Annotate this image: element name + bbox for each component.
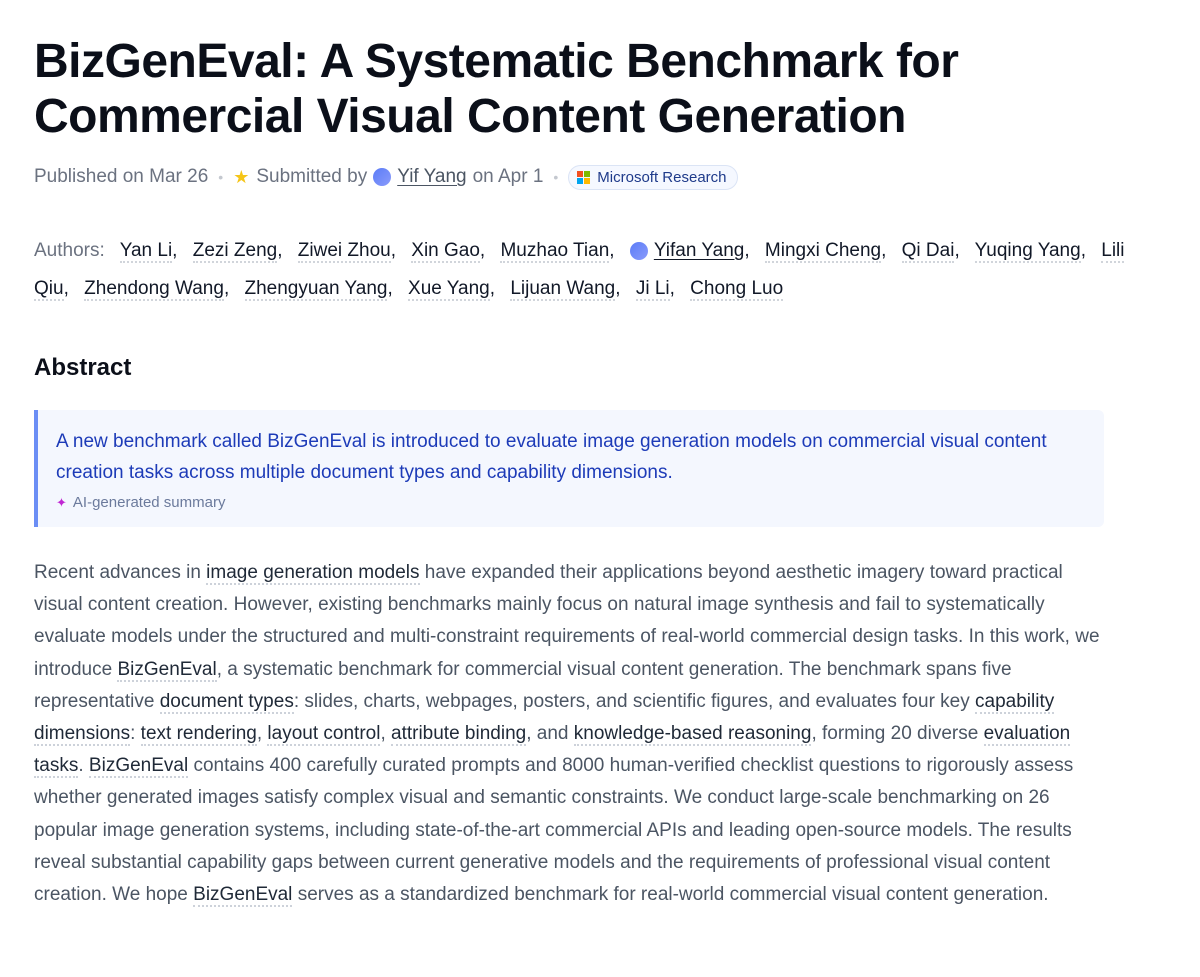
ai-summary-label: AI-generated summary [72, 494, 226, 511]
paper-meta [34, 162, 1154, 192]
author-link[interactable]: Zhendong Wang [84, 278, 224, 299]
abstract-segment: : slides, charts, webpages, posters, and scientific figures, and evaluates four key [293, 690, 976, 712]
page-title: BizGenEval: A Systematic Benchmark for Commercial Visual Content Generation [34, 35, 959, 143]
abstract-segment: have expanded their applications beyond aesthetic imagery toward practical visual content creation. However, existing benchmarks mainly focus on natural image synthesis and fail to systematically evaluate models under the structured and multi-constraint requirements of real-world commercial design tasks. In this work, we introduce [34, 562, 1100, 680]
abstract-term-link[interactable]: capability dimensions [34, 690, 1055, 745]
author-link[interactable]: Yan Li [119, 240, 173, 261]
sparkle-icon: ✦ [56, 494, 67, 510]
author-link[interactable]: Zezi Zeng [192, 240, 278, 261]
abstract-term-link[interactable]: text rendering [140, 723, 257, 745]
author-link[interactable]: Xin Gao [411, 240, 480, 261]
author-link[interactable]: Lili Qiu [34, 240, 1125, 299]
ai-summary-box [34, 410, 1104, 527]
abstract-segment: , forming 20 diverse [811, 723, 984, 745]
dot-separator: • [218, 169, 224, 185]
submitter-link[interactable]: Yif Yang [397, 166, 467, 187]
abstract-segment: Recent advances in [34, 562, 207, 583]
abstract-text [34, 557, 1114, 911]
author-link[interactable]: Ziwei Zhou [297, 240, 391, 261]
abstract-term-link[interactable]: knowledge-based reasoning [573, 723, 812, 745]
author-link[interactable]: Chong Luo [690, 278, 784, 299]
abstract-segment: , [256, 723, 268, 745]
abstract-term-link[interactable]: attribute binding [391, 723, 527, 745]
submitted-by-label: Submitted by [256, 166, 368, 187]
organization-name: Microsoft Research [597, 168, 727, 186]
abstract-term-link[interactable]: document types [159, 690, 294, 712]
abstract-term-link[interactable]: evaluation tasks [34, 723, 1071, 777]
abstract-segment: contains 400 carefully curated prompts and 8000 human-verified checklist questions to rigorously assess whether generated images satisfy complex visual and semantic constraints. We conduct large-scale benchmarking on 26 popular image generation systems, including state-of-the-art commercial APIs and leading open-source models. The results reveal substantial capability gaps between current generative models and the requirements of professional visual content creation. We hope [34, 755, 1074, 906]
authors-list: Authors: Yan Li, Zezi Zeng, Ziwei Zhou, Xin Gao, Muzhao Tian, Yifan Yang, Mingxi Cheng, Qi Dai, Yuqing Yang, Lili Qiu, Zhendong Wang, Zhengyuan Yang, Xue Yang, Lijuan Wang, Ji Li, Chong Luo [34, 240, 1125, 299]
abstract-term-link[interactable]: BizGenEval [88, 755, 189, 777]
abstract-term-link[interactable]: layout control [267, 723, 381, 745]
abstract-term-link[interactable]: image generation models [206, 562, 420, 583]
author-link[interactable]: Xue Yang [408, 278, 490, 299]
dot-separator: • [553, 169, 559, 185]
author-link[interactable]: Muzhao Tian [500, 240, 610, 261]
submitter-avatar[interactable] [373, 168, 391, 186]
abstract-segment: , a systematic benchmark for commercial visual content generation. The benchmark spans five representative [34, 658, 1012, 712]
abstract-segment: . [78, 755, 89, 777]
organization-badge[interactable] [568, 165, 737, 190]
author-link[interactable]: Yuqing Yang [974, 240, 1081, 261]
author-link[interactable]: Ji Li [635, 278, 670, 299]
abstract-term-link[interactable]: BizGenEval [193, 884, 293, 906]
author-link[interactable]: Lijuan Wang [510, 278, 616, 299]
star-icon: ★ [233, 166, 250, 187]
abstract-segment: , [380, 723, 391, 745]
published-date: Published on Mar 26 [34, 166, 209, 187]
ai-summary-text: A new benchmark called BizGenEval is introduced to evaluate image generation models on commercial visual content creation tasks across multiple document types and capability dimensions. [56, 431, 1047, 483]
author-link[interactable]: Zhengyuan Yang [244, 278, 388, 299]
authors-label: Authors: [34, 240, 105, 261]
submitted-date: on Apr 1 [472, 166, 544, 187]
abstract-segment: serves as a standardized benchmark for real-world commercial visual content generation. [292, 884, 1049, 906]
ai-summary-note [56, 494, 1104, 511]
abstract-heading: Abstract [34, 354, 132, 381]
abstract-term-link[interactable]: BizGenEval [117, 658, 217, 680]
abstract-segment: , and [526, 723, 574, 745]
author-link[interactable]: Mingxi Cheng [764, 240, 882, 261]
author-avatar[interactable] [630, 242, 648, 260]
author-link[interactable]: Yifan Yang [653, 240, 745, 261]
author-link[interactable]: Qi Dai [901, 240, 955, 261]
microsoft-logo-icon [577, 171, 590, 184]
abstract-segment: : [130, 723, 141, 745]
